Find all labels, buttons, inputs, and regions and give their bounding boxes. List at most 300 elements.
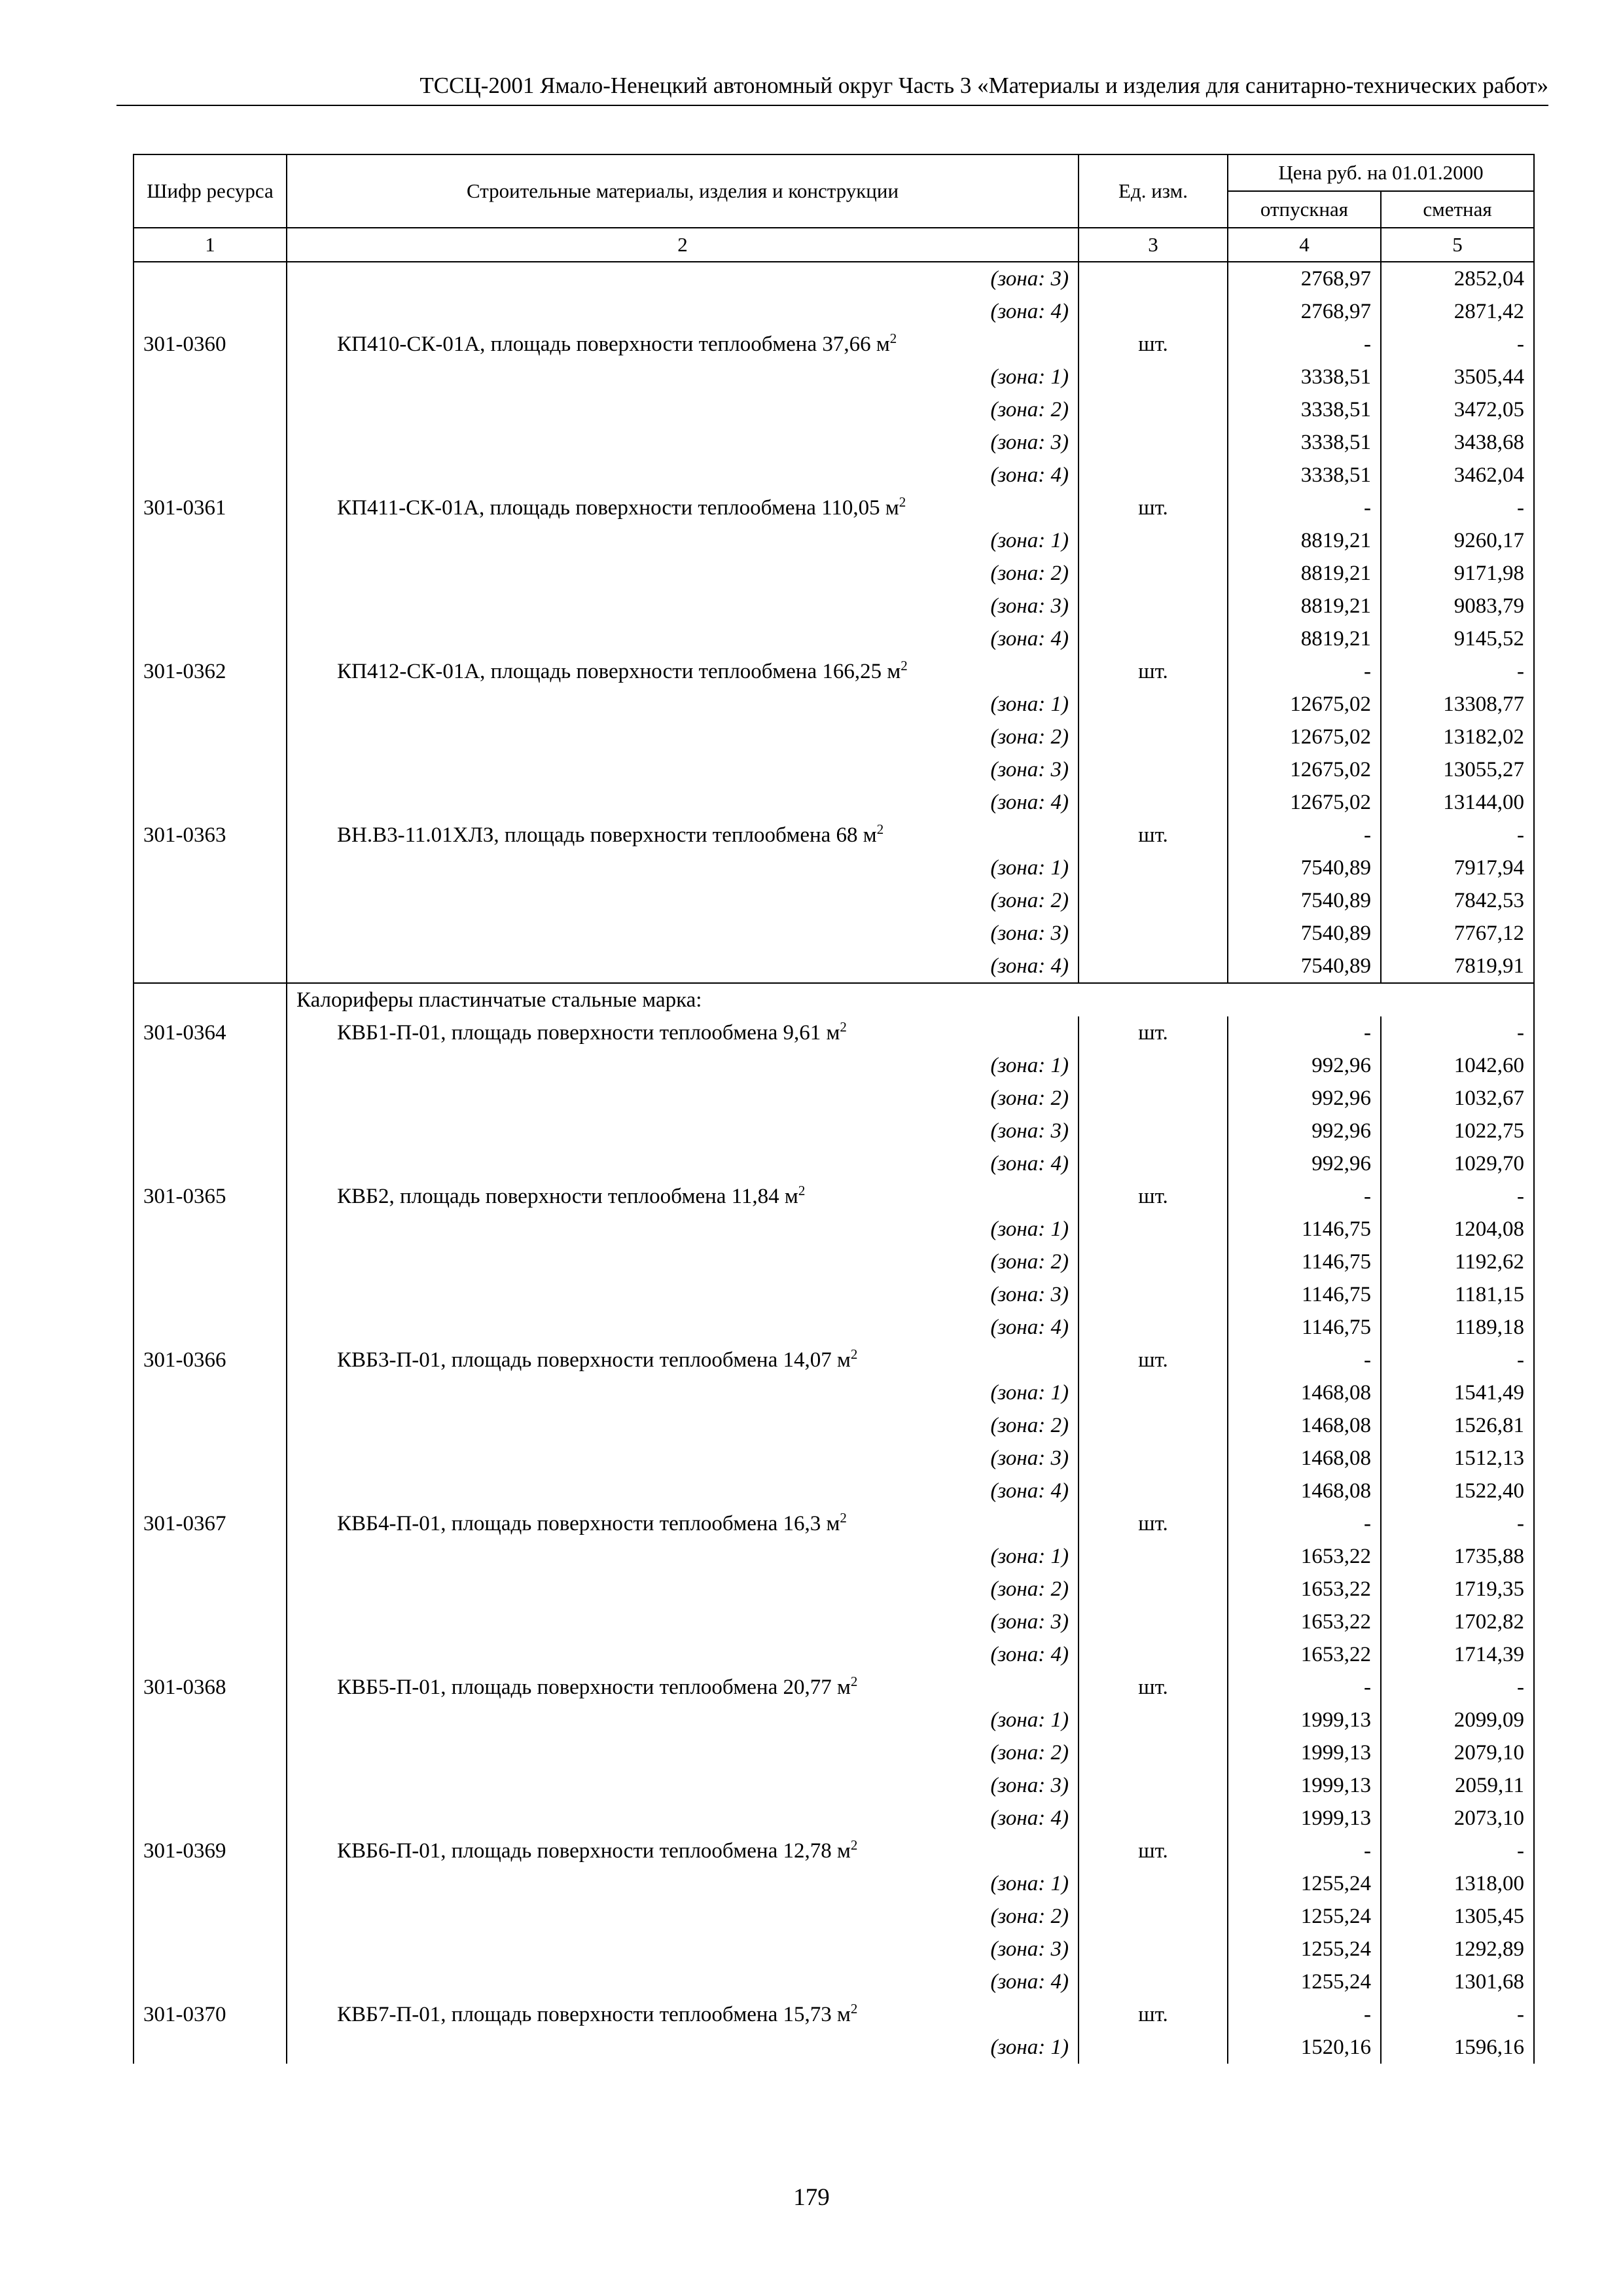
- unit-cell: [1079, 1802, 1228, 1835]
- wholesale-price-cell: [1228, 590, 1381, 622]
- zone-label-text: (зона: 4): [990, 1152, 1069, 1175]
- unit-cell: [1079, 1835, 1228, 1867]
- code-cell-text: 301-0365: [143, 1185, 226, 1208]
- unit-cell: [1079, 1082, 1228, 1115]
- col-header-wholesale: отпускная: [1228, 191, 1381, 228]
- zone-label: [287, 1213, 1079, 1246]
- wholesale-price-cell: [1228, 1049, 1381, 1082]
- name-cell: [287, 819, 1079, 852]
- wholesale-price-cell-text: 3338,51: [1300, 431, 1371, 454]
- wholesale-price-cell: [1228, 950, 1381, 983]
- wholesale-price-cell-text: 12675,02: [1290, 725, 1371, 749]
- code-cell: [134, 1704, 287, 1736]
- zone-label-text: (зона: 3): [990, 431, 1069, 454]
- code-cell: [134, 1278, 287, 1311]
- wholesale-price-cell-text: 992,96: [1311, 1119, 1371, 1143]
- resource-row: [134, 1998, 1534, 2031]
- estimate-price-cell: [1381, 1016, 1534, 1049]
- unit-cell: [1079, 950, 1228, 983]
- code-cell: [134, 1475, 287, 1507]
- estimate-price-cell-text: -: [1517, 1676, 1524, 1699]
- wholesale-price-cell-text: 1468,08: [1300, 1381, 1371, 1405]
- col-number-2: 2: [287, 228, 1079, 262]
- unit-cell: [1079, 852, 1228, 884]
- estimate-price-cell: [1381, 328, 1534, 361]
- zone-label: [287, 1082, 1079, 1115]
- unit-cell: [1079, 1965, 1228, 1998]
- estimate-price-cell: [1381, 459, 1534, 492]
- estimate-price-cell-text: 3505,44: [1454, 365, 1524, 389]
- zone-row: [134, 688, 1534, 721]
- code-cell: [134, 819, 287, 852]
- zone-row: [134, 1802, 1534, 1835]
- unit-cell: [1079, 1213, 1228, 1246]
- estimate-price-cell-text: 3472,05: [1454, 398, 1524, 422]
- estimate-price-cell-text: 1596,16: [1454, 2036, 1524, 2059]
- code-cell: [134, 524, 287, 557]
- wholesale-price-cell-text: -: [1364, 1185, 1371, 1208]
- zone-label: [287, 1605, 1079, 1638]
- unit-cell: [1079, 622, 1228, 655]
- code-cell: [134, 262, 287, 295]
- estimate-price-cell: [1381, 262, 1534, 295]
- name-cell: [287, 1998, 1079, 2031]
- unit-cell: [1079, 917, 1228, 950]
- estimate-price-cell: [1381, 884, 1534, 917]
- code-cell: [134, 1180, 287, 1213]
- unit-cell: [1079, 1246, 1228, 1278]
- wholesale-price-cell-text: 1999,13: [1300, 1741, 1371, 1765]
- zone-label: [287, 1900, 1079, 1933]
- code-cell: [134, 426, 287, 459]
- estimate-price-cell: [1381, 622, 1534, 655]
- code-cell-text: 301-0368: [143, 1676, 226, 1699]
- estimate-price-cell: [1381, 1802, 1534, 1835]
- unit-cell-text: шт.: [1138, 1348, 1168, 1372]
- wholesale-price-cell: [1228, 1965, 1381, 1998]
- unit-cell: [1079, 1900, 1228, 1933]
- unit-cell: [1079, 819, 1228, 852]
- zone-label: [287, 1049, 1079, 1082]
- wholesale-price-cell: [1228, 1540, 1381, 1573]
- code-cell: [134, 328, 287, 361]
- estimate-price-cell: [1381, 1344, 1534, 1376]
- zone-row: [134, 884, 1534, 917]
- wholesale-price-cell: [1228, 655, 1381, 688]
- unit-cell: [1079, 393, 1228, 426]
- estimate-price-cell-text: 1719,35: [1454, 1577, 1524, 1601]
- unit-cell: [1079, 1442, 1228, 1475]
- unit-cell: [1079, 1016, 1228, 1049]
- estimate-price-cell-text: 7767,12: [1454, 922, 1524, 945]
- wholesale-price-cell-text: -: [1364, 332, 1371, 356]
- code-cell: [134, 1867, 287, 1900]
- name-cell-text: КВБ7-П-01, площадь поверхности теплообмена 15,73 м: [337, 2003, 851, 2026]
- zone-row: [134, 1442, 1534, 1475]
- zone-label-text: (зона: 2): [990, 398, 1069, 422]
- wholesale-price-cell-text: 1653,22: [1300, 1643, 1371, 1666]
- col-header-code: Шифр ресурса: [134, 154, 287, 228]
- code-cell: [134, 1016, 287, 1049]
- zone-label: [287, 753, 1079, 786]
- code-cell: [134, 1998, 287, 2031]
- wholesale-price-cell: [1228, 393, 1381, 426]
- zone-label-text: (зона: 3): [990, 594, 1069, 618]
- wholesale-price-cell: [1228, 1376, 1381, 1409]
- code-cell-text: 301-0369: [143, 1839, 226, 1863]
- zone-label: [287, 393, 1079, 426]
- zone-label: [287, 590, 1079, 622]
- estimate-price-cell-text: 1204,08: [1454, 1217, 1524, 1241]
- unit-cell-text: шт.: [1138, 1839, 1168, 1863]
- name-cell-text: КВБ2, площадь поверхности теплообмена 11,84 м: [337, 1185, 798, 1208]
- code-cell: [134, 557, 287, 590]
- zone-label: [287, 1867, 1079, 1900]
- unit-cell: [1079, 1147, 1228, 1180]
- col-number-3: 3: [1079, 228, 1228, 262]
- wholesale-price-cell: [1228, 1213, 1381, 1246]
- code-cell: [134, 1573, 287, 1605]
- wholesale-price-cell: [1228, 2031, 1381, 2064]
- zone-row: [134, 1540, 1534, 1573]
- zone-label: [287, 1933, 1079, 1965]
- estimate-price-cell-text: -: [1517, 660, 1524, 683]
- page-number: 179: [793, 2184, 830, 2211]
- unit-cell-text: шт.: [1138, 1185, 1168, 1208]
- unit-cell: [1079, 786, 1228, 819]
- resource-row: [134, 819, 1534, 852]
- zone-label: [287, 1311, 1079, 1344]
- estimate-price-cell-text: 13308,77: [1443, 692, 1524, 716]
- estimate-price-cell-text: 1305,45: [1454, 1905, 1524, 1928]
- estimate-price-cell: [1381, 1769, 1534, 1802]
- code-cell: [134, 1115, 287, 1147]
- name-cell-text: КВБ1-П-01, площадь поверхности теплообмена 9,61 м: [337, 1021, 840, 1045]
- unit-cell: [1079, 1704, 1228, 1736]
- estimate-price-cell-text: 9083,79: [1454, 594, 1524, 618]
- unit-cell: [1079, 328, 1228, 361]
- estimate-price-cell-text: 2079,10: [1454, 1741, 1524, 1765]
- estimate-price-cell-text: 1735,88: [1454, 1545, 1524, 1568]
- zone-row: [134, 622, 1534, 655]
- zone-label: [287, 524, 1079, 557]
- zone-label-text: (зона: 2): [990, 1905, 1069, 1928]
- code-cell: [134, 1344, 287, 1376]
- estimate-price-cell: [1381, 557, 1534, 590]
- zone-row: [134, 1311, 1534, 1344]
- estimate-price-cell-text: -: [1517, 496, 1524, 520]
- zone-label-text: (зона: 3): [990, 922, 1069, 945]
- zone-row: [134, 1769, 1534, 1802]
- wholesale-price-cell: [1228, 1016, 1381, 1049]
- zone-row: [134, 1573, 1534, 1605]
- zone-label: [287, 459, 1079, 492]
- resource-row: [134, 1835, 1534, 1867]
- estimate-price-cell: [1381, 1278, 1534, 1311]
- estimate-price-cell-text: -: [1517, 1512, 1524, 1535]
- code-cell: [134, 786, 287, 819]
- unit-cell: [1079, 1605, 1228, 1638]
- code-cell: [134, 1147, 287, 1180]
- unit-cell: [1079, 1671, 1228, 1704]
- zone-row: [134, 1376, 1534, 1409]
- zone-label-text: (зона: 1): [990, 365, 1069, 389]
- zone-row: [134, 2031, 1534, 2064]
- zone-row: [134, 1965, 1534, 1998]
- wholesale-price-cell-text: 992,96: [1311, 1054, 1371, 1077]
- unit-superscript: 2: [850, 1837, 858, 1853]
- estimate-price-cell-text: 2852,04: [1454, 267, 1524, 291]
- zone-row: [134, 1605, 1534, 1638]
- group-title: [287, 983, 1534, 1016]
- code-cell: [134, 622, 287, 655]
- unit-superscript: 2: [850, 1346, 858, 1362]
- wholesale-price-cell-text: 7540,89: [1300, 889, 1371, 912]
- estimate-price-cell: [1381, 1213, 1534, 1246]
- unit-cell: [1079, 557, 1228, 590]
- wholesale-price-cell: [1228, 1180, 1381, 1213]
- unit-cell: [1079, 1049, 1228, 1082]
- estimate-price-cell: [1381, 1573, 1534, 1605]
- wholesale-price-cell-text: 1146,75: [1301, 1250, 1371, 1274]
- wholesale-price-cell: [1228, 917, 1381, 950]
- zone-row: [134, 1115, 1534, 1147]
- zone-label-text: (зона: 2): [990, 562, 1069, 585]
- wholesale-price-cell-text: 1520,16: [1300, 2036, 1371, 2059]
- code-cell: [134, 1376, 287, 1409]
- estimate-price-cell: [1381, 590, 1534, 622]
- zone-row: [134, 1147, 1534, 1180]
- wholesale-price-cell: [1228, 459, 1381, 492]
- wholesale-price-cell: [1228, 1933, 1381, 1965]
- estimate-price-cell: [1381, 1147, 1534, 1180]
- code-cell-text: 301-0366: [143, 1348, 226, 1372]
- unit-cell: [1079, 721, 1228, 753]
- wholesale-price-cell: [1228, 557, 1381, 590]
- wholesale-price-cell-text: -: [1364, 2003, 1371, 2026]
- unit-cell: [1079, 492, 1228, 524]
- unit-superscript: 2: [899, 494, 906, 510]
- estimate-price-cell: [1381, 852, 1534, 884]
- wholesale-price-cell-text: 7540,89: [1300, 922, 1371, 945]
- estimate-price-cell: [1381, 1180, 1534, 1213]
- name-cell: [287, 1016, 1079, 1049]
- estimate-price-cell: [1381, 1900, 1534, 1933]
- zone-row: [134, 393, 1534, 426]
- unit-cell: [1079, 1867, 1228, 1900]
- wholesale-price-cell: [1228, 786, 1381, 819]
- code-cell: [134, 361, 287, 393]
- estimate-price-cell-text: -: [1517, 1348, 1524, 1372]
- wholesale-price-cell-text: 1468,08: [1300, 1479, 1371, 1503]
- wholesale-price-cell: [1228, 1115, 1381, 1147]
- estimate-price-cell-text: 1032,67: [1454, 1086, 1524, 1110]
- resource-row: [134, 492, 1534, 524]
- code-cell: [134, 688, 287, 721]
- zone-label-text: (зона: 1): [990, 1872, 1069, 1895]
- unit-cell-text: шт.: [1138, 660, 1168, 683]
- code-cell-text: 301-0364: [143, 1021, 226, 1045]
- zone-label: [287, 917, 1079, 950]
- zone-row: [134, 1082, 1534, 1115]
- wholesale-price-cell-text: 3338,51: [1300, 463, 1371, 487]
- unit-cell-text: шт.: [1138, 1676, 1168, 1699]
- resource-row: [134, 1344, 1534, 1376]
- estimate-price-cell: [1381, 1933, 1534, 1965]
- code-cell: [134, 852, 287, 884]
- wholesale-price-cell: [1228, 361, 1381, 393]
- wholesale-price-cell-text: 1146,75: [1301, 1283, 1371, 1306]
- group-title-text: Калориферы пластинчатые стальные марка:: [296, 988, 702, 1012]
- unit-cell: [1079, 426, 1228, 459]
- code-cell: [134, 459, 287, 492]
- wholesale-price-cell: [1228, 753, 1381, 786]
- zone-row: [134, 459, 1534, 492]
- wholesale-price-cell: [1228, 819, 1381, 852]
- wholesale-price-cell: [1228, 688, 1381, 721]
- wholesale-price-cell: [1228, 1409, 1381, 1442]
- unit-cell-text: шт.: [1138, 2003, 1168, 2026]
- code-cell: [134, 1933, 287, 1965]
- zone-row: [134, 1638, 1534, 1671]
- zone-label-text: (зона: 2): [990, 1250, 1069, 1274]
- wholesale-price-cell: [1228, 492, 1381, 524]
- zone-label-text: (зона: 4): [990, 463, 1069, 487]
- zone-label-text: (зона: 2): [990, 1741, 1069, 1765]
- wholesale-price-cell: [1228, 1671, 1381, 1704]
- estimate-price-cell: [1381, 295, 1534, 328]
- name-cell: [287, 1344, 1079, 1376]
- code-cell-text: 301-0370: [143, 2003, 226, 2026]
- estimate-price-cell: [1381, 492, 1534, 524]
- unit-cell: [1079, 459, 1228, 492]
- zone-label: [287, 262, 1079, 295]
- estimate-price-cell: [1381, 1998, 1534, 2031]
- unit-cell: [1079, 688, 1228, 721]
- wholesale-price-cell: [1228, 1998, 1381, 2031]
- estimate-price-cell: [1381, 2031, 1534, 2064]
- zone-label-text: (зона: 4): [990, 1643, 1069, 1666]
- unit-cell: [1079, 524, 1228, 557]
- wholesale-price-cell: [1228, 1867, 1381, 1900]
- zone-label-text: (зона: 2): [990, 1577, 1069, 1601]
- col-header-unit: Ед. изм.: [1079, 154, 1228, 228]
- estimate-price-cell: [1381, 361, 1534, 393]
- zone-row: [134, 1213, 1534, 1246]
- estimate-price-cell-text: 1526,81: [1454, 1414, 1524, 1437]
- unit-cell: [1079, 1540, 1228, 1573]
- wholesale-price-cell-text: 1653,22: [1300, 1610, 1371, 1634]
- unit-superscript: 2: [876, 821, 884, 837]
- zone-row: [134, 1409, 1534, 1442]
- estimate-price-cell-text: 1541,49: [1454, 1381, 1524, 1405]
- estimate-price-cell-text: 13144,00: [1443, 791, 1524, 814]
- group-row: [134, 983, 1534, 1016]
- wholesale-price-cell-text: -: [1364, 1348, 1371, 1372]
- name-cell-text: КП410-СК-01А, площадь поверхности теплообмена 37,66 м: [337, 332, 890, 356]
- estimate-price-cell-text: 1192,62: [1454, 1250, 1524, 1274]
- code-cell: [134, 1671, 287, 1704]
- zone-row: [134, 524, 1534, 557]
- estimate-price-cell-text: 1522,40: [1454, 1479, 1524, 1503]
- estimate-price-cell: [1381, 721, 1534, 753]
- zone-row: [134, 262, 1534, 295]
- wholesale-price-cell-text: 1468,08: [1300, 1446, 1371, 1470]
- wholesale-price-cell: [1228, 1769, 1381, 1802]
- col-header-price: Цена руб. на 01.01.2000: [1228, 154, 1534, 191]
- resource-row: [134, 1507, 1534, 1540]
- wholesale-price-cell-text: 1999,13: [1300, 1774, 1371, 1797]
- unit-cell: [1079, 1769, 1228, 1802]
- zone-label: [287, 1965, 1079, 1998]
- unit-cell: [1079, 361, 1228, 393]
- zone-label: [287, 295, 1079, 328]
- resource-row: [134, 655, 1534, 688]
- estimate-price-cell-text: 9145,52: [1454, 627, 1524, 651]
- unit-cell-text: шт.: [1138, 1512, 1168, 1535]
- zone-row: [134, 1736, 1534, 1769]
- name-cell: [287, 1835, 1079, 1867]
- zone-row: [134, 753, 1534, 786]
- resource-row: [134, 328, 1534, 361]
- estimate-price-cell: [1381, 688, 1534, 721]
- estimate-price-cell: [1381, 1605, 1534, 1638]
- wholesale-price-cell-text: 1653,22: [1300, 1577, 1371, 1601]
- estimate-price-cell: [1381, 1115, 1534, 1147]
- table-body: [134, 262, 1534, 2064]
- code-cell: [134, 1213, 287, 1246]
- unit-cell: [1079, 1278, 1228, 1311]
- code-cell: [134, 393, 287, 426]
- estimate-price-cell-text: 1029,70: [1454, 1152, 1524, 1175]
- estimate-price-cell-text: 13055,27: [1443, 758, 1524, 781]
- estimate-price-cell-text: 1189,18: [1454, 1316, 1524, 1339]
- col-header-name: Строительные материалы, изделия и конструкции: [287, 154, 1079, 228]
- estimate-price-cell-text: 1512,13: [1454, 1446, 1524, 1470]
- code-cell: [134, 1965, 287, 1998]
- zone-label: [287, 1278, 1079, 1311]
- name-cell: [287, 328, 1079, 361]
- estimate-price-cell-text: 1702,82: [1454, 1610, 1524, 1634]
- estimate-price-cell: [1381, 1736, 1534, 1769]
- estimate-price-cell-text: -: [1517, 823, 1524, 847]
- zone-label-text: (зона: 3): [990, 267, 1069, 291]
- unit-cell: [1079, 1409, 1228, 1442]
- wholesale-price-cell-text: 992,96: [1311, 1086, 1371, 1110]
- zone-row: [134, 917, 1534, 950]
- zone-label: [287, 1409, 1079, 1442]
- zone-label: [287, 852, 1079, 884]
- zone-label: [287, 361, 1079, 393]
- wholesale-price-cell-text: 1255,24: [1300, 1872, 1371, 1895]
- unit-cell: [1079, 1638, 1228, 1671]
- zone-label-text: (зона: 3): [990, 1283, 1069, 1306]
- zone-row: [134, 1246, 1534, 1278]
- estimate-price-cell: [1381, 1835, 1534, 1867]
- estimate-price-cell: [1381, 524, 1534, 557]
- code-cell: [134, 1638, 287, 1671]
- col-number-4: 4: [1228, 228, 1381, 262]
- wholesale-price-cell: [1228, 852, 1381, 884]
- zone-label-text: (зона: 1): [990, 692, 1069, 716]
- code-cell-text: 301-0363: [143, 823, 226, 847]
- name-cell: [287, 1507, 1079, 1540]
- estimate-price-cell-text: 1714,39: [1454, 1643, 1524, 1666]
- estimate-price-cell-text: -: [1517, 332, 1524, 356]
- wholesale-price-cell-text: 7540,89: [1300, 954, 1371, 978]
- wholesale-price-cell: [1228, 622, 1381, 655]
- zone-row: [134, 426, 1534, 459]
